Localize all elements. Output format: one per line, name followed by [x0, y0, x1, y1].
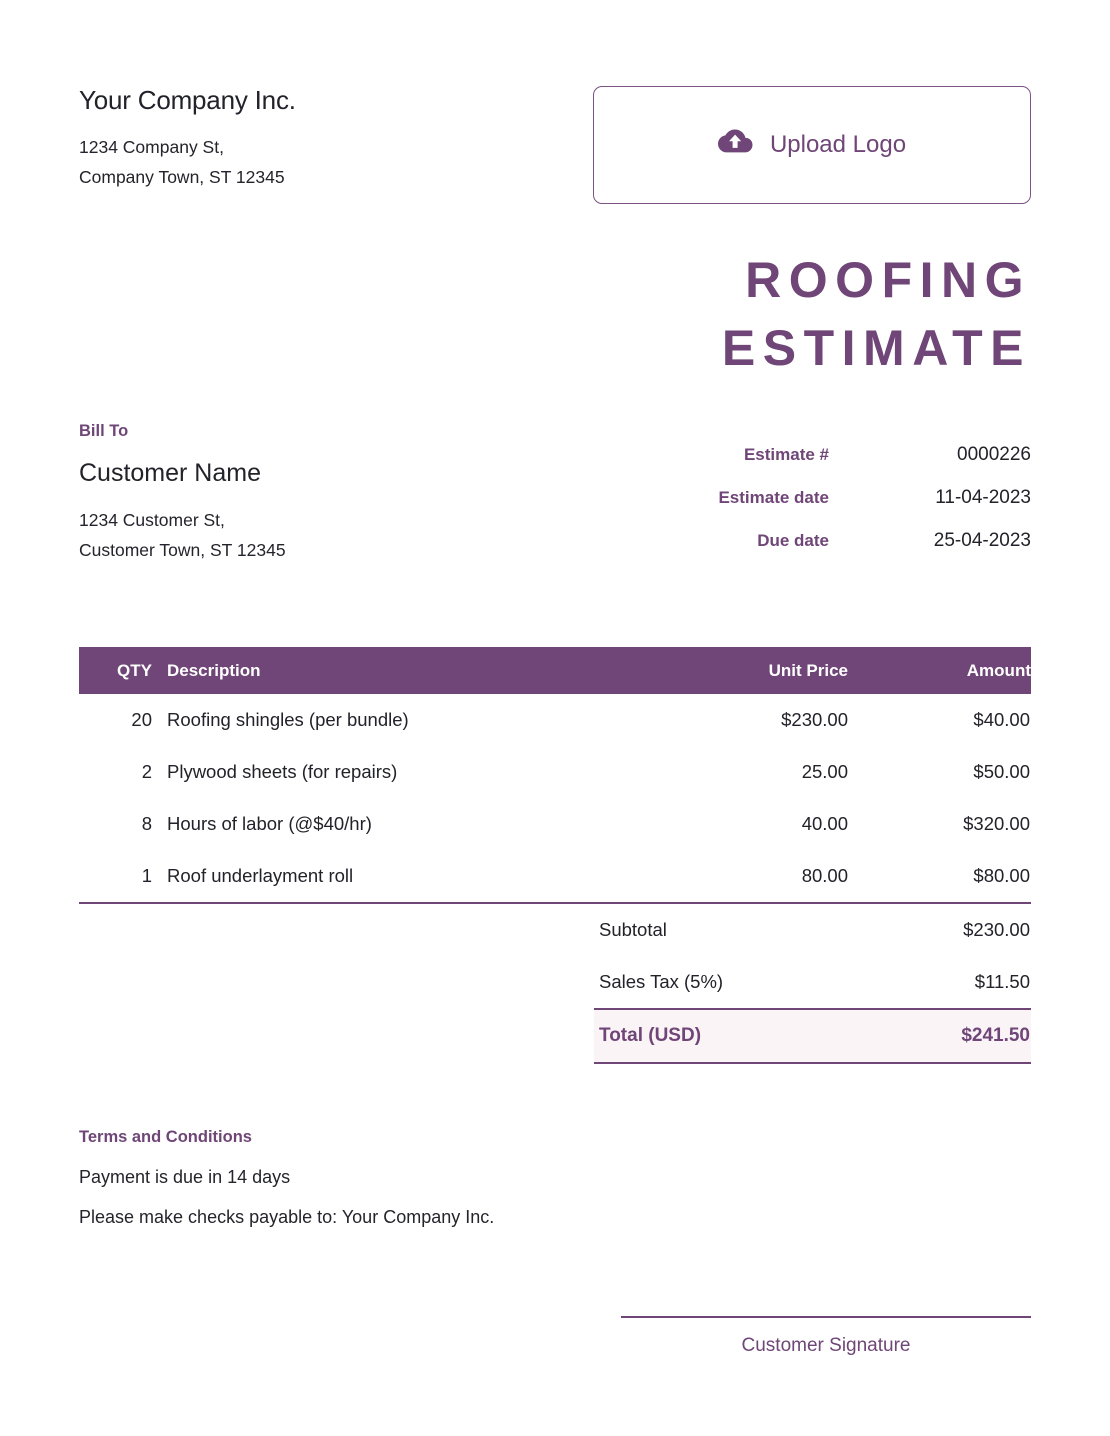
subtotal-value: $230.00 [963, 919, 1030, 940]
meta-value-due-date: 25-04-2023 [933, 530, 1031, 551]
cell-amount: $50.00 [973, 761, 1030, 782]
cell-unit-price: 80.00 [671, 850, 870, 903]
upload-logo-button[interactable] [593, 86, 1031, 204]
cell-unit-price: 25.00 [801, 761, 848, 782]
totals-section [79, 904, 1031, 1064]
document-title [79, 246, 1031, 382]
line-items-header-row [79, 647, 1031, 694]
upload-logo-label: Upload Logo [769, 131, 907, 158]
signature-block [621, 1316, 1031, 1357]
meta-value-estimate-date: 11-04-2023 [935, 487, 1031, 508]
totals-table [594, 904, 1031, 1064]
meta-value-estimate-number: 0000226 [957, 444, 1031, 465]
document-title-line2: ESTIMATE [721, 320, 1031, 376]
meta-label-estimate-date: Estimate date [718, 488, 829, 507]
totals-row-subtotal [594, 904, 1031, 956]
cell-description: Hours of labor (@$40/hr) [167, 813, 372, 834]
bill-to-block [79, 422, 286, 565]
table-row [79, 798, 1031, 850]
totals-row-tax [594, 956, 1031, 1009]
terms-and-conditions-section [79, 1128, 1031, 1228]
company-address [79, 132, 559, 192]
column-header-amount: Amount [870, 647, 1031, 694]
grand-total-label: Total (USD) [594, 1009, 813, 1063]
cell-amount: $40.00 [973, 709, 1030, 730]
cloud-upload-icon [718, 128, 754, 162]
customer-address-line2: Customer Town, ST 12345 [79, 539, 286, 560]
customer-address-line1: 1234 Customer St, [79, 509, 225, 530]
terms-line-1: Payment is due in 14 days [79, 1167, 291, 1187]
customer-name: Customer Name [79, 459, 261, 487]
cell-qty: 1 [79, 850, 166, 903]
sales-tax-value: $11.50 [974, 971, 1030, 992]
company-address-line2: Company Town, ST 12345 [79, 166, 285, 187]
column-header-qty: QTY [79, 647, 166, 694]
signature-label: Customer Signature [741, 1335, 911, 1356]
meta-row [718, 444, 1031, 487]
document-title-line1: ROOFING [745, 252, 1031, 308]
cell-unit-price: $230.00 [781, 709, 848, 730]
cell-description: Roof underlayment roll [166, 850, 671, 903]
meta-row [718, 530, 1031, 573]
column-header-description: Description [166, 647, 671, 694]
cell-unit-price: 40.00 [801, 813, 848, 834]
grand-total-value: $241.50 [813, 1009, 1032, 1063]
estimate-meta-table [718, 444, 1031, 573]
column-header-unit-price: Unit Price [671, 647, 870, 694]
terms-title: Terms and Conditions [79, 1128, 252, 1146]
cell-qty: 20 [131, 709, 152, 730]
cell-qty: 8 [141, 813, 152, 834]
cell-amount: $80.00 [870, 850, 1031, 903]
subtotal-label: Subtotal [599, 919, 667, 940]
line-items-table [79, 647, 1031, 904]
sales-tax-label: Sales Tax (5%) [599, 971, 724, 992]
customer-address [79, 505, 286, 565]
meta-row [718, 487, 1031, 530]
table-row [79, 746, 1031, 798]
meta-label-estimate-number: Estimate # [743, 445, 829, 464]
cell-amount: $320.00 [963, 813, 1030, 834]
cell-description: Roofing shingles (per bundle) [167, 709, 409, 730]
cell-description: Plywood sheets (for repairs) [167, 761, 398, 782]
parties-and-meta [79, 422, 1031, 573]
signature-line[interactable] [621, 1316, 1031, 1318]
meta-label-due-date: Due date [757, 531, 829, 550]
terms-line-2: Please make checks payable to: Your Company Inc. [79, 1207, 495, 1227]
totals-row-grand-total [594, 1009, 1031, 1063]
company-name: Your Company Inc. [79, 85, 296, 115]
document-header [79, 0, 1031, 204]
bill-to-label: Bill To [79, 422, 129, 440]
cell-qty: 2 [141, 761, 152, 782]
company-info-block [79, 86, 559, 192]
table-row [79, 694, 1031, 746]
company-address-line1: 1234 Company St, [79, 136, 224, 157]
table-row [79, 850, 1031, 903]
